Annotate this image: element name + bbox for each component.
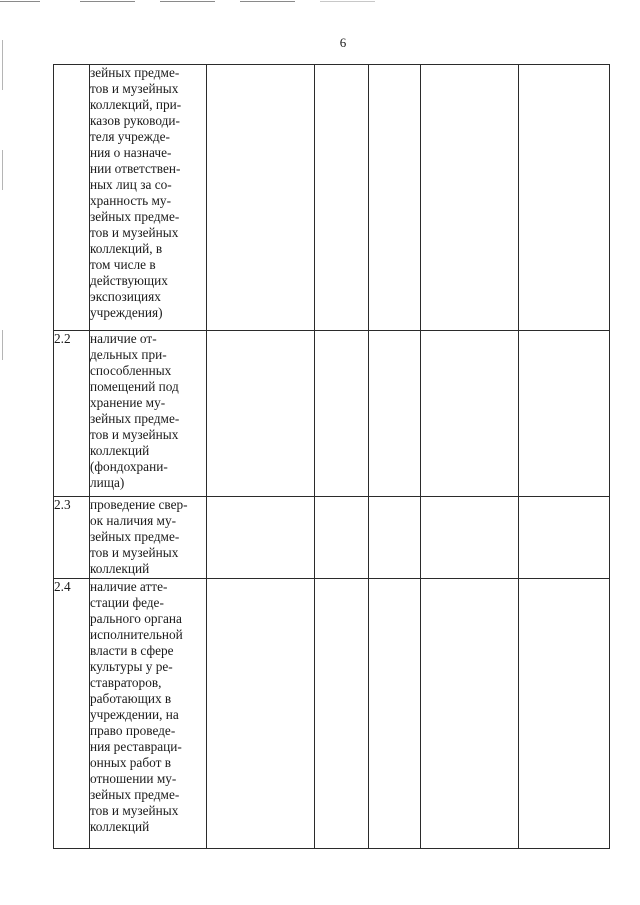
description-line: рального органа: [90, 611, 182, 626]
empty-cell: [421, 497, 519, 579]
description-line: том числе в: [90, 257, 156, 272]
empty-cell: [207, 331, 315, 497]
description-line: ок наличия му-: [90, 513, 177, 528]
description-line: экспозициях: [90, 289, 161, 304]
description-line: коллекций: [90, 819, 150, 834]
empty-cell: [421, 65, 519, 331]
description-line: зейных предме-: [90, 209, 180, 224]
description-line: отношении му-: [90, 771, 177, 786]
description-line: коллекций, при-: [90, 97, 182, 112]
description-line: культуры у ре-: [90, 659, 173, 674]
description-line: зейных предме-: [90, 65, 180, 80]
description-line: ния реставраци-: [90, 739, 182, 754]
empty-cell: [519, 497, 610, 579]
scan-side-marks: [2, 0, 4, 905]
description-line: действующих: [90, 273, 168, 288]
description-line: работающих в: [90, 691, 172, 706]
description-line: исполнительной: [90, 627, 183, 642]
description-line: проведение свер-: [90, 497, 188, 512]
description-line: учреждения): [90, 305, 163, 320]
description-line: зейных предме-: [90, 411, 180, 426]
description-line: теля учрежде-: [90, 129, 170, 144]
description-line: зейных предме-: [90, 529, 180, 544]
description-line: способленных: [90, 363, 172, 378]
description-line: лища): [90, 475, 125, 490]
description-line: коллекций: [90, 443, 150, 458]
description-line: нии ответствен-: [90, 161, 181, 176]
description-line: ния о назначе-: [90, 145, 172, 160]
row-number: [54, 65, 90, 331]
criteria-table: [53, 64, 610, 849]
empty-cell: [369, 579, 421, 849]
description-line: тов и музейных: [90, 803, 179, 818]
description-line: стации феде-: [90, 595, 164, 610]
empty-cell: [315, 65, 369, 331]
empty-cell: [369, 65, 421, 331]
empty-cell: [315, 579, 369, 849]
description-line: тов и музейных: [90, 545, 179, 560]
description-line: хранность му-: [90, 193, 172, 208]
empty-cell: [519, 331, 610, 497]
empty-cell: [421, 579, 519, 849]
empty-cell: [369, 497, 421, 579]
criterion-description: [90, 65, 207, 331]
table-row: [54, 65, 610, 331]
description-line: власти в сфере: [90, 643, 174, 658]
description-line: зейных предме-: [90, 787, 180, 802]
empty-cell: [207, 579, 315, 849]
description-line: ставраторов,: [90, 675, 162, 690]
row-number: 2.4: [54, 579, 90, 849]
table-row: [54, 497, 610, 579]
description-line: ных лиц за со-: [90, 177, 172, 192]
description-line: тов и музейных: [90, 427, 179, 442]
empty-cell: [207, 497, 315, 579]
description-line: казов руководи-: [90, 113, 180, 128]
description-line: учреждении, на: [90, 707, 179, 722]
empty-cell: [315, 497, 369, 579]
description-line: хранение му-: [90, 395, 166, 410]
empty-cell: [421, 331, 519, 497]
description-line: право проведе-: [90, 723, 176, 738]
description-line: коллекций, в: [90, 241, 163, 256]
description-line: онных работ в: [90, 755, 171, 770]
description-line: дельных при-: [90, 347, 167, 362]
row-number: 2.3: [54, 497, 90, 579]
table-row: [54, 579, 610, 849]
description-line: помещений под: [90, 379, 179, 394]
description-line: коллекций: [90, 561, 150, 576]
scan-edge-marks: [0, 0, 640, 4]
empty-cell: [519, 65, 610, 331]
criterion-description: [90, 497, 207, 579]
criterion-description: [90, 579, 207, 849]
empty-cell: [315, 331, 369, 497]
page-number: 6: [339, 35, 347, 50]
description-line: (фондохрани-: [90, 459, 168, 474]
description-line: наличие от-: [90, 331, 157, 346]
row-number: 2.2: [54, 331, 90, 497]
table-row: [54, 331, 610, 497]
empty-cell: [207, 65, 315, 331]
empty-cell: [369, 331, 421, 497]
description-line: наличие атте-: [90, 579, 168, 594]
criterion-description: [90, 331, 207, 497]
description-line: тов и музейных: [90, 81, 179, 96]
description-line: тов и музейных: [90, 225, 179, 240]
empty-cell: [519, 579, 610, 849]
